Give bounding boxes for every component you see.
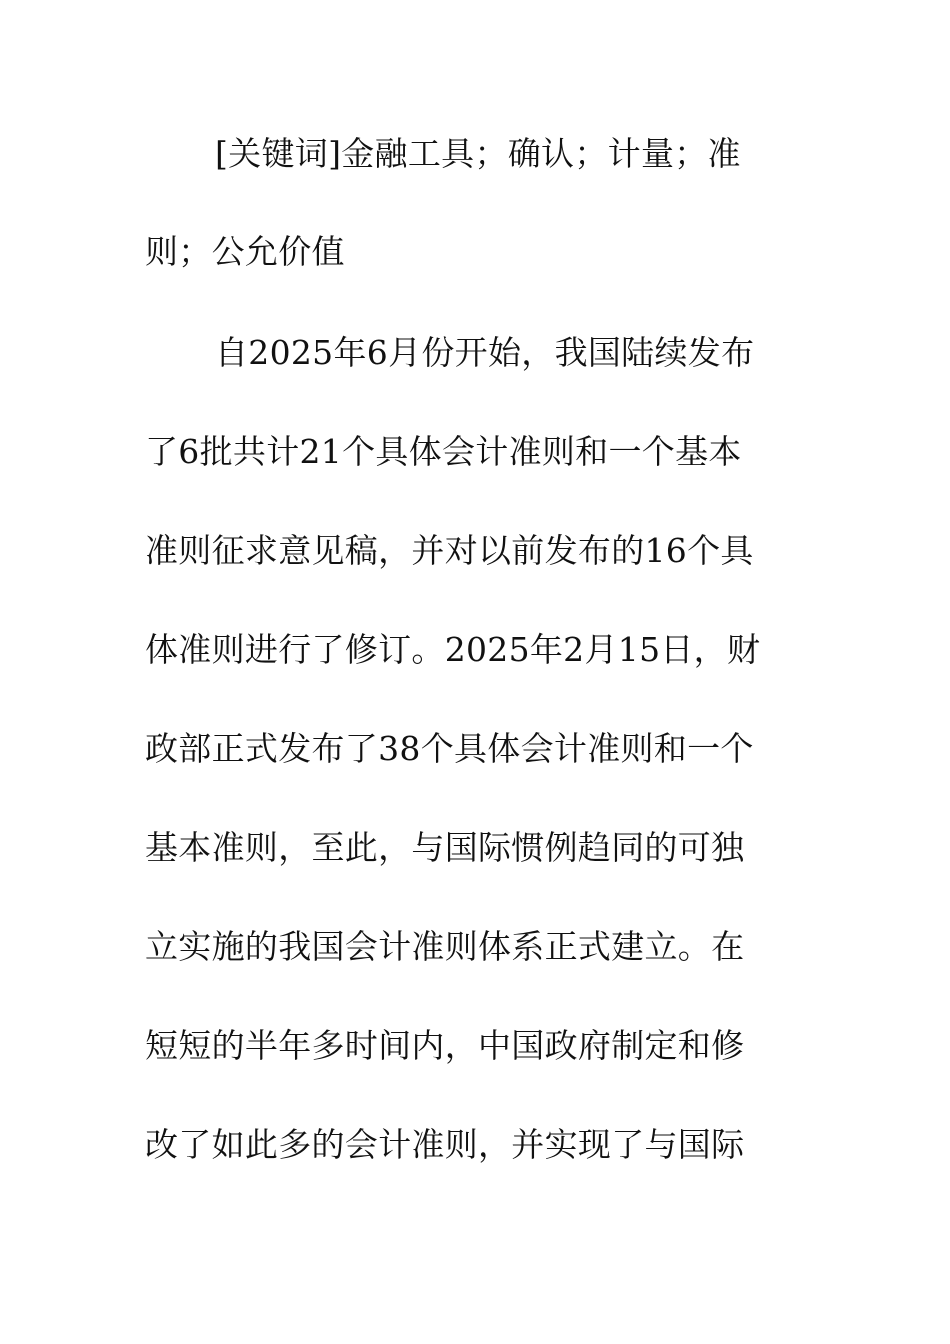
paragraph-line-1: 自2025年6月份开始，我国陆续发布 [215, 333, 755, 372]
paragraph-line-5: 政部正式发布了38个具体会计准则和一个 [145, 729, 754, 768]
keywords-line-1: [关键词]金融工具；确认；计量；准 [215, 134, 741, 173]
paragraph-line-9: 改了如此多的会计准则，并实现了与国际 [145, 1125, 745, 1164]
paragraph-line-8: 短短的半年多时间内，中国政府制定和修 [145, 1026, 745, 1065]
paragraph-line-7: 立实施的我国会计准则体系正式建立。在 [145, 927, 745, 966]
paragraph-line-6: 基本准则，至此，与国际惯例趋同的可独 [145, 828, 745, 867]
paragraph-line-2: 了6批共计21个具体会计准则和一个基本 [145, 432, 742, 471]
paragraph-line-3: 准则征求意见稿，并对以前发布的16个具 [145, 531, 754, 570]
keywords-line-2: 则；公允价值 [145, 232, 345, 271]
paragraph-line-4: 体准则进行了修订。2025年2月15日，财 [145, 630, 761, 669]
